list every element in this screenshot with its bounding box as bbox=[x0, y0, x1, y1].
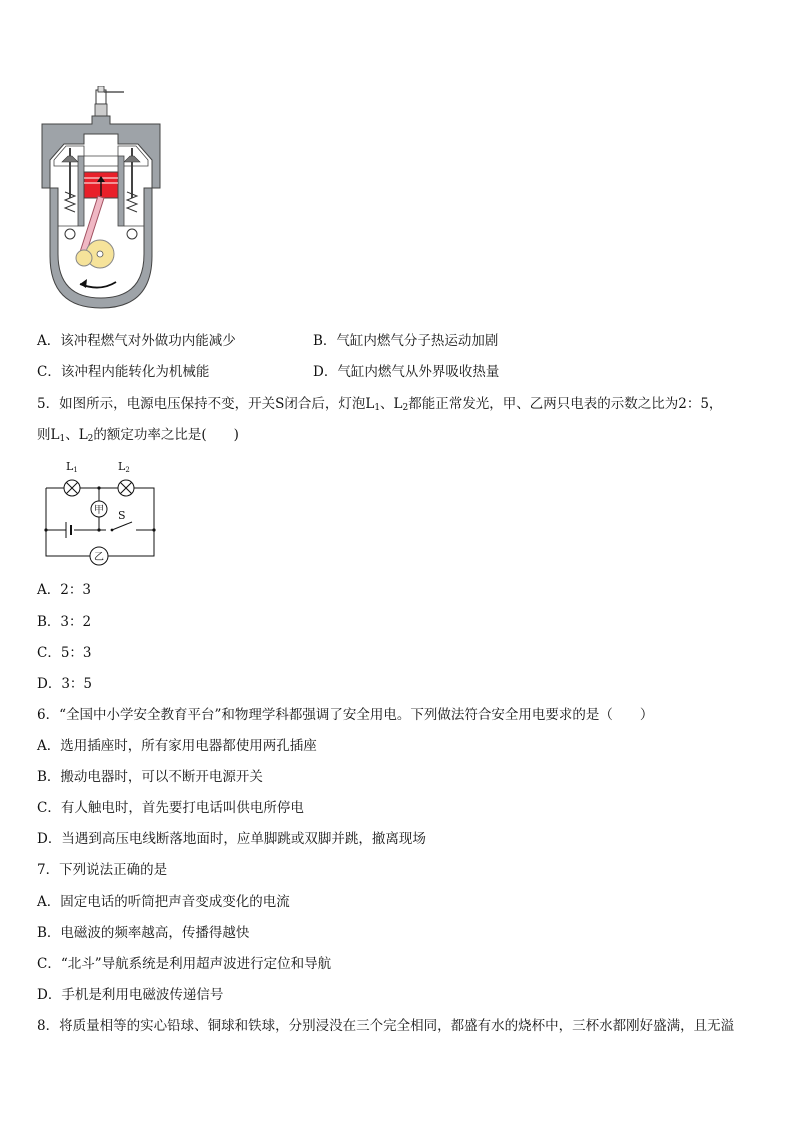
label-l2: L2 bbox=[118, 460, 130, 474]
engine-stroke-figure bbox=[40, 86, 162, 314]
q6-stem: 6．“全国中小学安全教育平台”和物理学科都强调了安全用电。下列做法符合安全用电要求的是（ ） bbox=[37, 707, 654, 723]
q7-option-c: C．“北斗”导航系统是利用超声波进行定位和导航 bbox=[37, 956, 332, 972]
q5-option-d: D．3：5 bbox=[37, 676, 93, 692]
meter-jia bbox=[91, 501, 107, 517]
q7-option-d: D．手机是利用电磁波传递信号 bbox=[37, 987, 224, 1003]
battery bbox=[66, 522, 71, 538]
svg-text:S: S bbox=[118, 509, 126, 522]
meter-yi bbox=[90, 547, 108, 565]
switch-s bbox=[111, 509, 156, 532]
svg-text:甲: 甲 bbox=[94, 505, 104, 516]
circuit-diagram bbox=[40, 460, 160, 568]
q4-option-a: A．该冲程燃气对外做功内能减少 bbox=[37, 333, 236, 349]
q5-stem-line1: 5．如图所示，电源电压保持不变，开关S闭合后，灯泡$L_1$、$L_2$都能正常发光，甲、乙两只电表的示数之比为2：5， bbox=[37, 396, 723, 413]
q4-option-b: B．气缸内燃气分子热运动加剧 bbox=[313, 333, 499, 349]
q5-option-a: A．2：3 bbox=[37, 582, 91, 598]
q7-stem: 7．下列说法正确的是 bbox=[37, 862, 168, 878]
lamp-l1 bbox=[64, 480, 80, 496]
q6-option-a: A．选用插座时，所有家用电器都使用两孔插座 bbox=[37, 738, 317, 754]
q6-option-c: C．有人触电时，首先要打电话叫供电所停电 bbox=[37, 800, 304, 816]
lamp-l2 bbox=[118, 480, 134, 496]
label-l1: L1 bbox=[66, 460, 78, 474]
q7-option-a: A．固定电话的听筒把声音变成变化的电流 bbox=[37, 894, 290, 910]
q5-option-b: B．3：2 bbox=[37, 614, 92, 630]
svg-text:乙: 乙 bbox=[94, 552, 104, 563]
q5-stem-line2: 则$L_1$、$L_2$的额定功率之比是( ) bbox=[37, 427, 239, 444]
q6-option-d: D．当遇到高压电线断落地面时，应单脚跳或双脚并跳，撤离现场 bbox=[37, 831, 426, 847]
q4-option-c: C．该冲程内能转化为机械能 bbox=[37, 364, 210, 380]
q8-stem: 8．将质量相等的实心铅球、铜球和铁球，分别浸没在三个完全相同，都盛有水的烧杯中，三杯水都刚好盛满，且无溢 bbox=[37, 1018, 735, 1034]
q4-option-d: D．气缸内燃气从外界吸收热量 bbox=[313, 364, 500, 380]
q6-option-b: B．搬动电器时，可以不断开电源开关 bbox=[37, 769, 263, 785]
q7-option-b: B．电磁波的频率越高，传播得越快 bbox=[37, 925, 250, 941]
q5-option-c: C．5：3 bbox=[37, 645, 92, 661]
